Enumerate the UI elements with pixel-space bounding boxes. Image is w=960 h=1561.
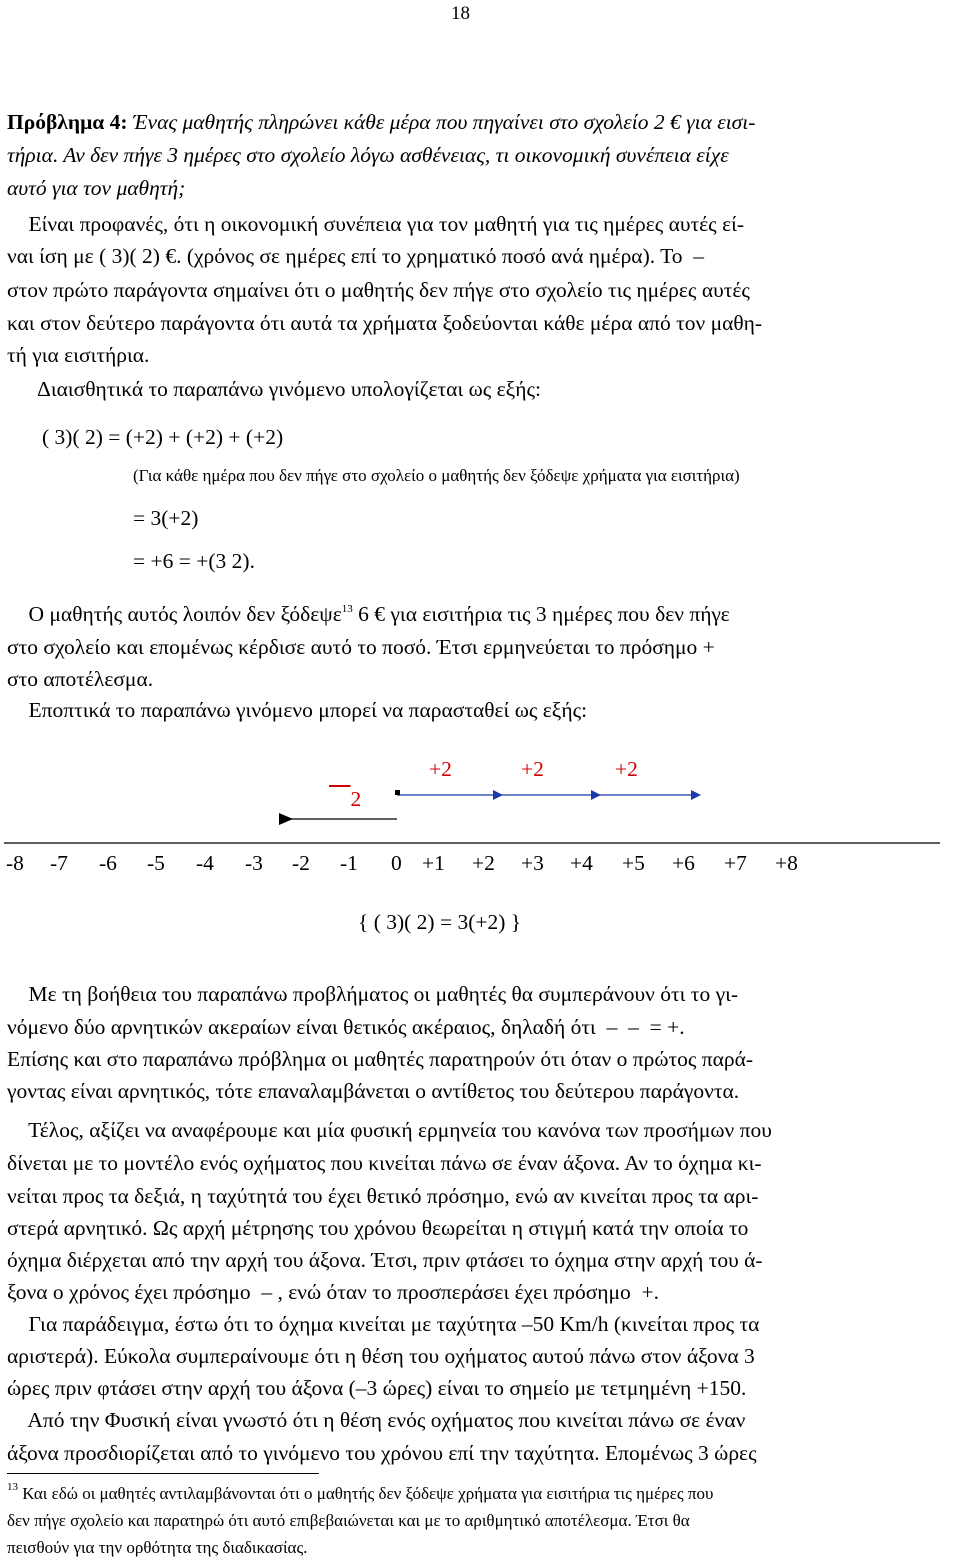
problem-text-1: Ένας μαθητής πληρώνει κάθε μέρα που πηγαίνει στο σχολείο 2 € για εισι- — [127, 110, 756, 134]
tick-label: -1 — [340, 851, 358, 875]
tick-label: -7 — [50, 851, 68, 875]
para3-line-4: γοντας είναι αρνητικός, τότε επαναλαμβάνεται ο αντίθετος του δεύτερου παράγοντα. — [7, 1079, 740, 1103]
para4-line-4: στερά αρνητικό. Ως αρχή μέτρησης του χρόνου θεωρείται η στιγμή κατά την οποία το — [7, 1216, 749, 1240]
problem-label: Πρόβλημα 4: — [7, 110, 128, 134]
para3-line-3: Επίσης και στο παραπάνω πρόβλημα οι μαθητές παρατηρούν ότι όταν ο πρώτος παρά- — [7, 1047, 754, 1071]
footnote-line-3: πεισθούν για την ορθότητα της διαδικασίας. — [7, 1538, 308, 1557]
para1-line-5: τή για εισιτήρια. — [7, 343, 150, 367]
visual-intro: Εποπτικά το παραπάνω γινόμενο μπορεί να παρασταθεί ως εξής: — [7, 698, 588, 722]
tick-label: +5 — [622, 851, 645, 875]
tick-label: 0 — [391, 851, 402, 875]
tick-label: -4 — [196, 851, 214, 875]
tick-label: -5 — [147, 851, 165, 875]
tick-label: +3 — [521, 851, 544, 875]
para4-line-2: δίνεται με το μοντέλο ενός οχήματος που κινείται πάνω σε έναν άξονα. Αν το όχημα κι- — [7, 1151, 762, 1175]
minus-label — [329, 787, 361, 812]
diagram-caption: { ( 3)( 2) = 3(+2) } — [358, 910, 522, 934]
para2-line-2: στο σχολείο και επομένως κέρδισε αυτό το ποσό. Έτσι ερμηνεύεται το πρόσημο + — [7, 635, 715, 659]
para2-text-a: Ο μαθητής αυτός λοιπόν δεν ξόδεψε — [7, 602, 342, 626]
plus-label-2: +2 — [521, 757, 544, 781]
footnote-line-2: δεν πήγε σχολείο και παρατηρώ ότι αυτό επιβεβαιώνεται και με το αριθμητικό αποτέλεσμα. Έτσι θα — [7, 1511, 690, 1530]
footnote-mark: 13 — [7, 1481, 18, 1493]
tick-label: -8 — [6, 851, 24, 875]
para4-line-3: νείται προς τα δεξιά, η ταχύτητά του έχει θετικό πρόσημο, ενώ αν κινείται προς τα αρι- — [7, 1184, 759, 1208]
tick-label: -3 — [245, 851, 263, 875]
origin-marker — [395, 790, 400, 795]
problem-text-2: τήρια. Αν δεν πήγε 3 ημέρες στο σχολείο λόγω ασθένειας, τι οικονομική συνέπεια είχε — [7, 143, 729, 167]
tick-label: +2 — [472, 851, 495, 875]
para2-line-3: στο αποτέλεσμα. — [7, 667, 154, 691]
para4-line-6: ξονα ο χρόνος έχει πρόσημο – , ενώ όταν το προσπεράσει έχει πρόσημο +. — [7, 1280, 660, 1304]
plus-label-3: +2 — [615, 757, 638, 781]
plus-label-1: +2 — [429, 757, 452, 781]
para4-line-9: ώρες πριν φτάσει στην αρχή του άξονα (–3 ώρες) είναι το σημείο με τετμημένη +150. — [7, 1376, 747, 1400]
para4-line-11: άξονα προσδιορίζεται από το γινόμενο του χρόνου επί την ταχύτητα. Επομένως 3 ώρες — [7, 1441, 757, 1465]
footnote-line-1 — [7, 1481, 714, 1503]
tick-label: -6 — [99, 851, 117, 875]
minus-sign — [329, 787, 351, 811]
para3-line-1: Με τη βοήθεια του παραπάνω προβλήματος οι μαθητές θα συμπεράνουν ότι το γι- — [7, 982, 739, 1006]
para2-text-b: 6 € για εισιτήρια τις 3 ημέρες που δεν πήγε — [352, 602, 730, 626]
para4-line-8: αριστερά). Εύκολα συμπεραίνουμε ότι η θέση του οχήματος αυτού πάνω στον άξονα 3 — [7, 1344, 755, 1368]
para4-line-7: Για παράδειγμα, έστω ότι το όχημα κινείται με ταχύτητα –50 Km/h (κινείται προς τα — [7, 1312, 760, 1336]
page-number: 18 — [451, 3, 470, 24]
para1-line-4: και στον δεύτερο παράγοντα ότι αυτά τα χρήματα ξοδεύονται κάθε μέρα από τον μαθη- — [7, 311, 763, 335]
para1-line-3: στον πρώτο παράγοντα σημαίνει ότι ο μαθητής δεν πήγε στο σχολείο τις ημέρες αυτές — [7, 278, 750, 302]
tick-label: +1 — [422, 851, 445, 875]
intro-calc: Διαισθητικά το παραπάνω γινόμενο υπολογίζεται ως εξής: — [37, 377, 541, 401]
problem-text-3: αυτό για τον μαθητή; — [7, 176, 186, 200]
calc-line-3: = +6 = +(3 2). — [133, 549, 255, 573]
tick-label: +6 — [672, 851, 695, 875]
tick-label: +7 — [724, 851, 747, 875]
calc-line-2: = 3(+2) — [133, 506, 199, 530]
tick-label: +8 — [775, 851, 798, 875]
tick-label: -2 — [292, 851, 310, 875]
para4-line-10: Από την Φυσική είναι γνωστό ότι η θέση ενός οχήματος που κινείται πάνω σε έναν — [7, 1408, 746, 1432]
para4-line-5: όχημα διέρχεται από την αρχή του άξονα. Έτσι, πριν φτάσει το όχημα στην αρχή του ά- — [7, 1248, 763, 1272]
footnote-separator — [7, 1473, 319, 1474]
tick-label: +4 — [570, 851, 593, 875]
footnote-ref: 13 — [341, 603, 353, 615]
para3-line-2: νόμενο δύο αρνητικών ακεραίων είναι θετικός ακέραιος, δηλαδή ότι – – = +. — [7, 1015, 685, 1039]
para4-line-1: Τέλος, αξίζει να αναφέρουμε και μία φυσική ερμηνεία του κανόνα των προσήμων που — [7, 1118, 772, 1142]
calc-line-1: ( 3)( 2) = (+2) + (+2) + (+2) — [42, 425, 284, 449]
para1-line-1: Είναι προφανές, ότι η οικονομική συνέπεια για τον μαθητή για τις ημέρες αυτές εί- — [7, 212, 745, 236]
para1-line-2: ναι ίση με ( 3)( 2) €. (χρόνος σε ημέρες επί το χρηματικό ποσό ανά ημέρα). Το – — [7, 244, 704, 268]
calc-note: (Για κάθε ημέρα που δεν πήγε στο σχολείο ο μαθητής δεν ξόδεψε χρήματα για εισιτήρια) — [133, 466, 740, 485]
minus-label-value: 2 — [350, 787, 362, 811]
footnote-text-1: Και εδώ οι μαθητές αντιλαμβάνονται ότι ο μαθητής δεν ξόδεψε χρήματα για εισιτήρια τις ημέρες που — [18, 1484, 714, 1503]
